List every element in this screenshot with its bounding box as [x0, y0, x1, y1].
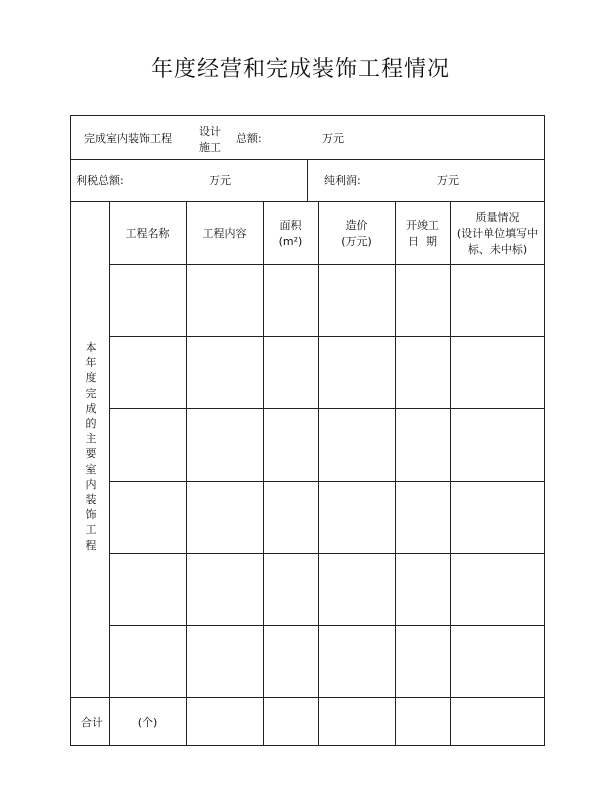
total-amount-unit: 万元 [322, 132, 344, 145]
page-title: 年度经营和完成装饰工程情况 [150, 57, 450, 82]
completed-projects-label: 完成室内装饰工程 [84, 132, 172, 145]
net-profit-label: 纯利润: [324, 174, 361, 187]
net-profit-unit: 万元 [437, 174, 459, 187]
table-row[interactable] [110, 409, 545, 481]
table-row[interactable] [110, 337, 545, 408]
table-row[interactable] [110, 265, 545, 336]
header-dates-2: 日 期 [408, 235, 437, 248]
header-project-name: 工程名称 [125, 227, 170, 240]
type-construction: 施工 [199, 141, 221, 154]
table-row[interactable] [110, 626, 545, 697]
row-divider [70, 201, 545, 202]
header-dates: 开竣工 [406, 219, 439, 232]
tax-total-unit: 万元 [209, 174, 231, 187]
header-area-unit: (m²) [278, 235, 303, 248]
header-cost: 造价 [345, 219, 368, 232]
header-cost-unit: (万元) [341, 235, 372, 248]
header-quality: 质量情况 [475, 211, 520, 224]
header-area: 面积 [279, 219, 302, 232]
row-divider [70, 697, 545, 698]
table-row[interactable] [110, 482, 545, 553]
footer-total-label: 合计 [81, 716, 103, 729]
col-divider [307, 159, 308, 201]
type-design: 设计 [199, 125, 221, 138]
side-label-main-projects: 本年度完成的主要室内装饰工程 [85, 341, 97, 552]
header-quality-note: (设计单位填写中 [456, 227, 539, 240]
header-quality-note-2: 标、未中标) [467, 243, 528, 256]
footer-count-unit: (个) [137, 716, 158, 729]
total-amount-label: 总额: [236, 132, 262, 145]
tax-total-label: 利税总额: [76, 174, 124, 187]
table-row[interactable] [110, 554, 545, 625]
header-project-content: 工程内容 [202, 227, 247, 240]
